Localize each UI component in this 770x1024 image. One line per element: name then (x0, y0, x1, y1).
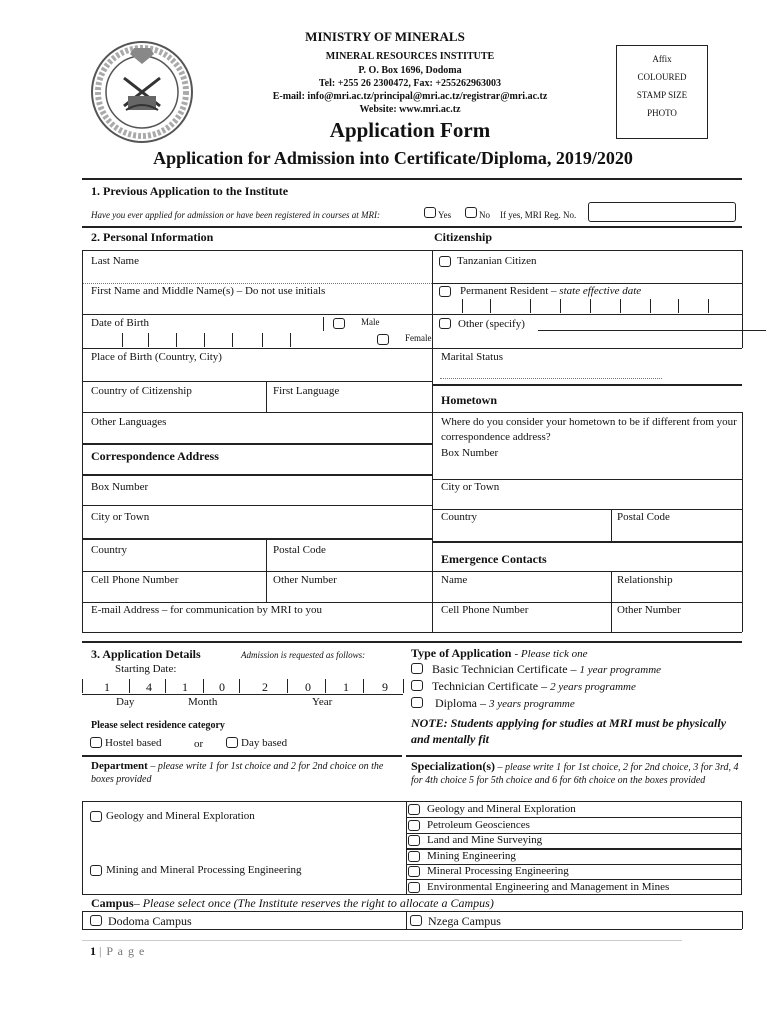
reg-no-label: If yes, MRI Reg. No. (500, 210, 577, 220)
hometown-postal-code-label: Postal Code (617, 511, 670, 523)
institute-name: MINERAL RESOURCES INSTITUTE (325, 51, 495, 62)
form-title: Application Form (329, 118, 491, 142)
hometown-question: Where do you consider your hometown to be if different from your correspondence address? (441, 416, 737, 443)
dept-geology-label: Geology and Mineral Exploration (106, 810, 255, 822)
day-label: Day (116, 696, 135, 708)
other-languages-label: Other Languages (91, 416, 167, 428)
postal-code-label: Postal Code (273, 544, 326, 556)
date-digit[interactable]: 1 (182, 680, 188, 694)
diploma-text: Diploma – (435, 696, 489, 710)
basic-technician-duration: 1 year programme (579, 664, 662, 676)
emergency-relationship-label: Relationship (617, 574, 673, 586)
dob-field[interactable] (86, 333, 326, 347)
technician-certificate-label (432, 679, 636, 694)
basic-technician-checkbox[interactable] (411, 663, 423, 674)
spec-item: Petroleum Geosciences (427, 819, 530, 831)
specialization-title: Specialization(s) (411, 759, 495, 773)
yes-label: Yes (438, 210, 452, 220)
spec-checkbox[interactable] (408, 820, 420, 831)
citizenship-title: Citizenship (434, 230, 493, 244)
yes-checkbox[interactable] (424, 207, 436, 218)
dept-mining-label: Mining and Mineral Processing Engineering (106, 864, 302, 876)
last-name-label: Last Name (91, 255, 139, 267)
nzega-campus-checkbox[interactable] (410, 915, 422, 926)
tanzanian-label: Tanzanian Citizen (457, 255, 537, 267)
marital-status-field[interactable] (440, 378, 662, 379)
institute-website: Website: www.mri.ac.tz (359, 104, 461, 115)
ministry-title: MINISTRY OF MINERALS (305, 29, 465, 44)
photo-box[interactable] (616, 45, 708, 139)
country-label: Country (91, 544, 128, 556)
last-name-field[interactable] (86, 268, 432, 282)
section1-title: 1. Previous Application to the Institute (91, 184, 289, 198)
male-label: Male (361, 317, 380, 327)
first-middle-name-label: First Name and Middle Name(s) – Do not use initials (91, 285, 326, 297)
hostel-label: Hostel based (105, 737, 162, 749)
dodoma-campus-checkbox[interactable] (90, 915, 102, 926)
month-label: Month (188, 696, 218, 708)
residence-title: Please select residence category (91, 720, 225, 731)
tanzanian-checkbox[interactable] (439, 256, 451, 267)
year-label: Year (312, 696, 333, 708)
permanent-resident-checkbox[interactable] (439, 286, 451, 297)
no-checkbox[interactable] (465, 207, 477, 218)
country-citizenship-label: Country of Citizenship (91, 385, 192, 397)
department-title: Department (91, 760, 148, 772)
institute-logo (90, 40, 194, 144)
spec-item: Mining Engineering (427, 850, 516, 862)
form-subtitle: Application for Admission into Certificate/Diploma, 2019/2020 (153, 148, 633, 168)
permanent-resident-text: Permanent Resident – (460, 285, 560, 297)
female-label: Female (405, 333, 432, 343)
reg-no-field[interactable] (588, 202, 736, 222)
no-label: No (479, 210, 490, 220)
permanent-resident-note: state effective date (559, 285, 642, 297)
female-checkbox[interactable] (377, 334, 389, 345)
spec-checkbox[interactable] (408, 866, 420, 877)
section3-title: 3. Application Details (91, 647, 201, 661)
page-label: | P a g e (99, 944, 146, 958)
date-digit[interactable]: 0 (305, 680, 311, 694)
previous-application-question: Have you ever applied for admission or have been registered in courses at MRI: (91, 210, 381, 220)
other-number-label: Other Number (273, 574, 337, 586)
type-title-text: Type of Application (411, 646, 512, 660)
date-digit[interactable]: 1 (104, 680, 110, 694)
date-digit[interactable]: 9 (382, 680, 388, 694)
page-number: 1 (90, 944, 96, 958)
day-based-checkbox[interactable] (226, 737, 238, 748)
spec-item: Land and Mine Surveying (427, 834, 543, 846)
photo-box-line: COLOURED (637, 72, 687, 82)
city-town-label: City or Town (91, 511, 150, 523)
hometown-title: Hometown (441, 393, 497, 407)
institute-email: E-mail: info@mri.ac.tz/principal@mri.ac.tz/registrar@mri.ac.tz (272, 91, 548, 102)
spec-checkbox[interactable] (408, 835, 420, 846)
nzega-campus-label: Nzega Campus (428, 914, 501, 928)
date-digit[interactable]: 1 (343, 680, 349, 694)
dept-mining-checkbox[interactable] (90, 865, 102, 876)
spec-item: Environmental Engineering and Management in Mines (427, 881, 670, 893)
specialization-note: – please write 1 for 1st choice, 2 for 2nd choice, 3 for 3rd, 4 for 4th choice 5 for 5th choice and 6 for 6th choice on the boxes provided (411, 762, 739, 786)
fitness-note: NOTE: Students applying for studies at MRI must be physically and mentally fit (411, 716, 727, 746)
diploma-label (435, 696, 575, 711)
correspondence-title: Correspondence Address (91, 449, 219, 463)
effective-date-field[interactable] (462, 299, 740, 313)
emergency-contacts-title: Emergence Contacts (441, 552, 547, 566)
emergency-cell-phone-label: Cell Phone Number (441, 604, 529, 616)
spec-item: Geology and Mineral Exploration (427, 803, 576, 815)
type-note: - Please tick one (514, 648, 588, 660)
basic-technician-label (432, 662, 661, 677)
date-digit[interactable]: 0 (219, 680, 225, 694)
first-language-label: First Language (273, 385, 340, 397)
or-label: or (194, 738, 204, 750)
institute-pobox: P. O. Box 1696, Dodoma (358, 65, 462, 76)
basic-technician-text: Basic Technician Certificate – (432, 662, 580, 676)
campus-title: Campus (91, 896, 134, 910)
photo-box-line: STAMP SIZE (636, 90, 688, 100)
other-specify-label: Other (specify) (458, 318, 525, 330)
emergency-other-number-label: Other Number (617, 604, 681, 616)
day-based-label: Day based (241, 737, 288, 749)
dodoma-campus-label: Dodoma Campus (108, 914, 192, 928)
spec-checkbox[interactable] (408, 851, 420, 862)
date-digit[interactable]: 2 (262, 680, 268, 694)
page-footer (90, 944, 145, 959)
other-citizenship-checkbox[interactable] (439, 318, 451, 329)
marital-status-label: Marital Status (441, 351, 504, 363)
photo-box-line: Affix (652, 54, 672, 64)
dob-label: Date of Birth (91, 317, 150, 329)
emergency-name-label: Name (441, 574, 468, 586)
technician-certificate-checkbox[interactable] (411, 680, 423, 691)
permanent-resident-label (460, 285, 641, 297)
hometown-city-town-label: City or Town (441, 481, 500, 493)
cell-phone-label: Cell Phone Number (91, 574, 179, 586)
specialization-heading (411, 760, 741, 787)
department-note: – please write 1 for 1st choice and 2 for 2nd choice on the boxes provided (91, 761, 384, 785)
institute-tel: Tel: +255 26 2300472, Fax: +255262963003 (318, 78, 502, 89)
spec-item: Mineral Processing Engineering (427, 865, 569, 877)
hometown-box-number-label: Box Number (441, 447, 499, 459)
date-digit[interactable]: 4 (146, 680, 152, 694)
department-heading (91, 760, 396, 786)
hostel-checkbox[interactable] (90, 737, 102, 748)
technician-certificate-duration: 2 years programme (550, 681, 636, 693)
diploma-checkbox[interactable] (411, 697, 423, 708)
technician-certificate-text: Technician Certificate – (432, 679, 551, 693)
section2-title: 2. Personal Information (91, 230, 214, 244)
place-of-birth-label: Place of Birth (Country, City) (91, 351, 222, 363)
campus-note: – Please select once (The Institute reserves the right to allocate a Campus) (133, 896, 494, 910)
first-middle-name-field[interactable] (86, 300, 432, 312)
admission-note: Admission is requested as follows: (241, 650, 366, 660)
spec-checkbox[interactable] (408, 882, 420, 893)
box-number-label: Box Number (91, 481, 149, 493)
spec-checkbox[interactable] (408, 804, 420, 815)
diploma-duration: 3 years programme (489, 698, 575, 710)
type-title (411, 646, 587, 661)
male-checkbox[interactable] (333, 318, 345, 329)
photo-box-line: PHOTO (647, 108, 677, 118)
place-of-birth-field[interactable] (86, 365, 432, 379)
campus-heading (91, 896, 751, 911)
starting-date-label: Starting Date: (115, 663, 177, 675)
other-specify-field[interactable] (538, 330, 766, 331)
email-label: E-mail Address – for communication by MRI to you (91, 604, 322, 616)
dept-geology-checkbox[interactable] (90, 811, 102, 822)
hometown-country-label: Country (441, 511, 478, 523)
